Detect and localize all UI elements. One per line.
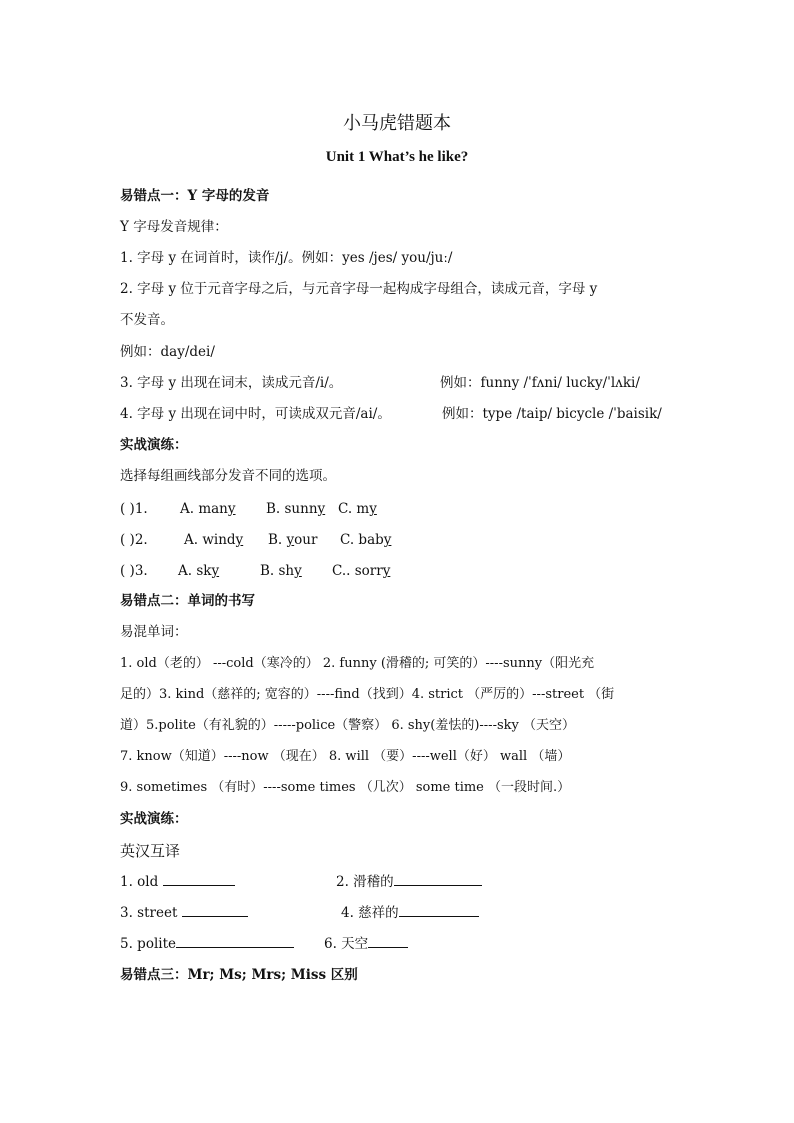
answer-blank[interactable] — [394, 873, 482, 886]
section-3-heading: 易错点三：Mr; Ms; Mrs; Miss 区别 — [120, 967, 358, 983]
answer-blank: ( )3. — [120, 563, 148, 579]
word-pairs-line-4: 7. know（知道）----now （现在） 8. will （要）----well（好） wall （墙） — [120, 749, 571, 764]
rule-4-text: 4. 字母 y 出现在词中时，可读成双元音/ai/。 — [120, 406, 391, 422]
question-3 — [120, 562, 391, 580]
rule-3-text: 3. 字母 y 出现在词末，读成元音/i/。 — [120, 375, 343, 391]
option-c: C. my — [338, 501, 377, 517]
rule-4-example: 例如：type /taip/ bicycle /ˈbaisik/ — [442, 406, 662, 422]
answer-blank[interactable] — [399, 904, 479, 917]
answer-blank[interactable] — [163, 873, 235, 886]
answer-blank[interactable] — [176, 935, 294, 948]
translation-title: 英汉互译 — [120, 842, 181, 860]
word-pairs-line-5: 9. sometimes （有时）----some times （几次） some time （一段时间.） — [120, 780, 571, 795]
confusing-words-title: 易混单词： — [120, 624, 188, 640]
translation-item-3: 3. street — [120, 904, 248, 922]
section-1-heading: 易错点一：Y 字母的发音 — [120, 188, 270, 204]
unit-subtitle: Unit 1 What’s he like? — [325, 149, 469, 165]
question-2 — [120, 531, 392, 549]
translation-item-6: 6. 天空 — [324, 935, 408, 953]
answer-blank[interactable] — [368, 935, 408, 948]
word-pairs-line-3: 道）5.polite（有礼貌的）-----police（警察） 6. shy(羞怯的)----sky （天空） — [120, 718, 575, 733]
answer-blank: ( )2. — [120, 532, 148, 548]
rule-2-example: 例如：day/dei/ — [120, 344, 215, 360]
question-1 — [120, 500, 377, 518]
word-pairs-line-1: 1. old（老的） ---cold（寒冷的） 2. funny (滑稽的; 可笑的）----sunny（阳光充 — [120, 656, 595, 671]
option-b: B. your — [268, 532, 318, 548]
rule-2-line-1: 2. 字母 y 位于元音字母之后，与元音字母一起构成字母组合，读成元音，字母 y — [120, 281, 598, 297]
translation-item-1: 1. old — [120, 873, 235, 891]
option-b: B. shy — [260, 563, 302, 579]
section-2-heading: 易错点二：单词的书写 — [120, 593, 255, 609]
option-b: B. sunny — [266, 501, 326, 517]
option-a: A. windy — [184, 532, 244, 548]
practice-1-instruction: 选择每组画线部分发音不同的选项。 — [120, 468, 336, 484]
option-c: C.. sorry — [332, 563, 391, 579]
rule-4 — [120, 405, 662, 423]
answer-blank: ( )1. — [120, 501, 148, 517]
option-a: A. sky — [178, 563, 220, 579]
translation-item-2: 2. 滑稽的 — [336, 873, 482, 891]
rules-title: Y 字母发音规律： — [120, 219, 228, 235]
answer-blank[interactable] — [182, 904, 248, 917]
rule-3-example: 例如：funny /ˈfʌni/ lucky/ˈlʌki/ — [440, 375, 640, 391]
option-c: C. baby — [340, 532, 392, 548]
translation-item-4: 4. 慈祥的 — [341, 904, 479, 922]
option-a: A. many — [180, 501, 236, 517]
translation-item-5: 5. polite — [120, 935, 294, 953]
rule-2-line-2: 不发音。 — [120, 312, 174, 328]
rule-3 — [120, 374, 640, 392]
page-title: 小马虎错题本 — [343, 113, 451, 134]
word-pairs-line-2: 足的）3. kind（慈祥的; 宽容的）----find（找到）4. strict （严厉的）---street （街 — [120, 687, 615, 702]
rule-1: 1. 字母 y 在词首时，读作/j/。例如：yes /jes/ you/juː/ — [120, 250, 453, 266]
practice-1-heading: 实战演练： — [120, 437, 188, 453]
practice-2-heading: 实战演练： — [120, 811, 188, 827]
